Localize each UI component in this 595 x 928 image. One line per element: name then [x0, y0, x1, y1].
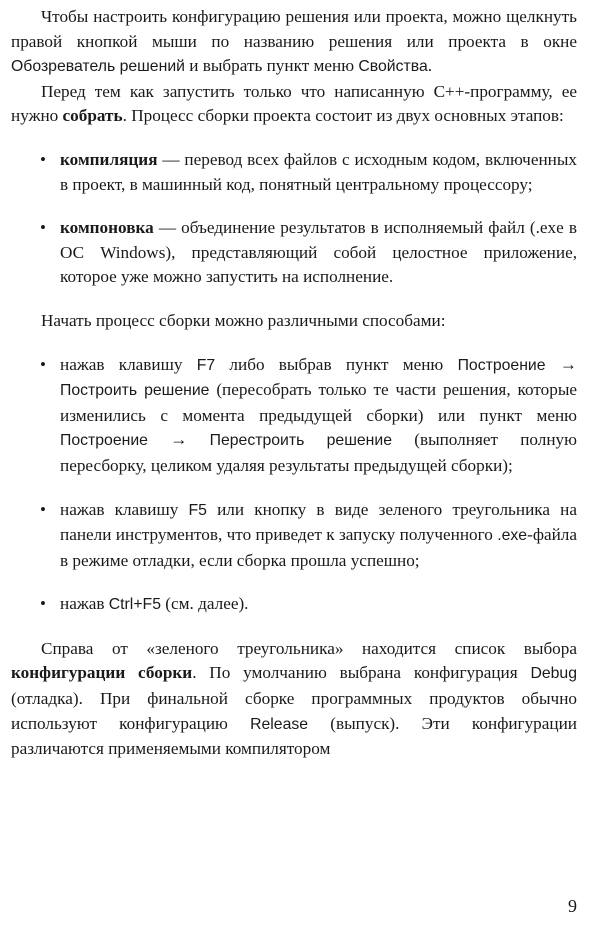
ui-term-f7: F7 [196, 356, 216, 374]
text-span: -файла в режиме отладки, если сборка прошла успешно; [60, 525, 577, 570]
text-span: — перевод всех файлов с исходным кодом, включенных в проект, в машинный код, понятный центральному процессору; [60, 149, 577, 194]
ui-term-properties: Свойства [358, 58, 428, 76]
page-number: 9 [568, 896, 577, 916]
bold-term-build-configuration: конфигурации сборки [11, 663, 193, 683]
paragraph-build-configurations [11, 637, 577, 762]
text-span: (отладка). При финальной сборке программных продуктов обычно используют конфигурацию [11, 689, 577, 733]
text-span: . По умолчанию выбрана конфигурация [192, 663, 531, 683]
text-span: . [427, 56, 433, 76]
ui-term-release: Release [250, 715, 309, 733]
ui-term-debug: Debug [530, 665, 577, 683]
text-span: или кнопку в виде зеленого треугольника на панели инструментов, что приведет к запуску полученного [60, 499, 577, 545]
paragraph-build-intro [11, 80, 577, 129]
bold-term-build: собрать [62, 106, 123, 126]
ui-term-build-menu: Построение [60, 432, 148, 450]
text-span: либо выбрав пункт меню [215, 354, 458, 374]
ui-term-ctrl-f5: Ctrl+F5 [108, 596, 161, 614]
ui-term-rebuild-solution: Перестроить решение [209, 432, 392, 450]
text-span: нажав клавишу [60, 354, 197, 374]
bold-term-compilation: компиляция [60, 149, 158, 169]
bullet-icon: • [40, 499, 46, 519]
list-item-f5 [11, 498, 577, 574]
text-span: нажав клавишу [60, 499, 189, 519]
paragraph-configuration [11, 5, 577, 80]
arrow-icon: → [545, 354, 577, 374]
bold-term-linking: компоновка [60, 218, 154, 238]
text-span: нажав [60, 594, 109, 614]
arrow-icon: → [147, 430, 210, 450]
ui-term-exe: .exe [497, 527, 528, 545]
list-item-compilation [11, 148, 577, 197]
text-span: (см. далее). [160, 594, 249, 614]
text-span: (выпуск). Эти конфигурации различаются применяемыми компилятором [11, 713, 577, 759]
list-item-f7 [11, 353, 577, 479]
text-span: Перед тем как запустить только что написанную С++-программу, ее нужно [11, 81, 577, 126]
list-item-ctrl-f5 [11, 592, 577, 618]
ui-term-f5: F5 [188, 501, 207, 519]
build-methods-list [11, 353, 577, 618]
paragraph-build-methods: Начать процесс сборки можно различными способами: [41, 310, 446, 330]
ui-term-solution-explorer: Обозреватель решений [11, 58, 185, 76]
text-span: (пересобрать только те части решения, которые изменились с момента предыдущей сборки) или пункт меню [60, 380, 577, 425]
text-span: Чтобы настроить конфигурацию решения или проекта, можно щелкнуть правой кнопкой мыши по названию решения или проекта в окне [11, 7, 577, 51]
bullet-icon: • [40, 218, 46, 238]
list-item-linking [11, 216, 577, 290]
text-span: (выполняет полную пересборку, целиком удаляя результаты предыдущей сборки); [60, 430, 577, 475]
text-span: . Процесс сборки проекта состоит из двух основных этапов: [122, 106, 564, 126]
bullet-icon: • [40, 594, 46, 614]
text-span: Справа от «зеленого треугольника» находится список выбора [41, 638, 577, 658]
build-stages-list [11, 148, 577, 290]
text-span: и выбрать пункт меню [184, 56, 359, 76]
ui-term-build-solution: Построить решение [60, 382, 210, 400]
text-span: — объединение результатов в исполняемый файл (.exe в ОС Windows), представляющий собой целостное приложение, которое уже можно запустить на исполнение. [60, 218, 577, 287]
bullet-icon: • [40, 149, 46, 169]
bullet-icon: • [40, 354, 46, 374]
ui-term-build-menu: Построение [457, 356, 546, 374]
